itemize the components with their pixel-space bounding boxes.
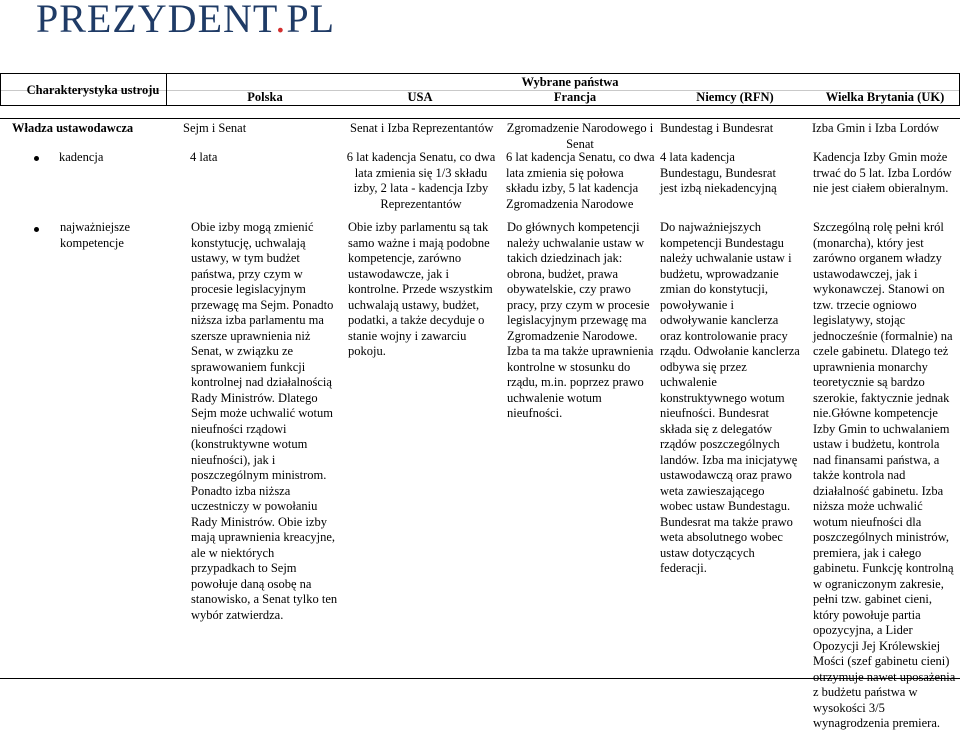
cell-wladza-usa: Senat i Izba Reprezentantów xyxy=(350,121,494,135)
header-country-usa: USA xyxy=(407,90,433,104)
header-country-uk: Wielka Brytania (UK) xyxy=(825,90,945,104)
bullet-icon xyxy=(34,156,39,161)
rule xyxy=(0,73,1,106)
logo-main: PREZYDENT xyxy=(36,0,276,41)
rule xyxy=(166,73,167,106)
rule xyxy=(0,105,960,106)
cell-wladza-francja: Zgromadzenie Narodowego i Senat xyxy=(506,121,654,151)
cell-kompetencje-francja: Do głównych kompetencji należy uchwalanie ustaw w takich dziedzinach jak: obrona, budżet, prawa obywatelskie, czy prawo pracy, przy czym w procesie legislacyjnym przewagę ma Zgromadzenie Narodowe. Izba ta ma także uprawnienia kontrolne w stosunku do rządu, m.in. poprzez prawo uchwalenie wotum nieufności. xyxy=(507,220,654,420)
cell-kompetencje-niemcy: Do najważniejszych kompetencji Bundestagu należy uchwalanie ustaw i budżetu, wprowadzanie zmian do konstytucji, powoływanie i odwoływanie kanclerza oraz kontrolowanie pracy rządu. Odwołanie kanclerza odbywa się przez uchwalenie konstruktywnego wotum nieufności. Bundesrat składa się z delegatów rządów poszczególnych landów. Izba ma inicjatywę ustawodawczą oraz prawo weta zawieszającego wobec ustaw Bundestagu. Bundesrat ma także prawo weta absolutnego wobec ustaw dotyczących federacji. xyxy=(660,220,800,575)
cell-kadencja-uk: Kadencja Izby Gmin może trwać do 5 lat. Izba Lordów nie jest ciałem obieralnym. xyxy=(813,150,952,195)
cell-kadencja-francja: 6 lat kadencja Senatu, co dwa lata zmienia się połowa składu izby, 5 lat kadencja Zgromadzenia Narodowe xyxy=(506,150,655,211)
cell-kompetencje-polska: Obie izby mogą zmienić konstytucję, uchwalają ustawy, w tym budżet państwa, przy czym w procesie legislacyjnym przewagę ma Sejm. Ponadto niższa izba parlamentu ma szersze uprawnienia niż Senat, w związku ze sprawowaniem funkcji kontrolnej nad działalnością Rady Ministrów. Dlatego Sejm może uchwalić wotum nieufności rządowi (konstruktywne wotum nieufności), jak i poszczególnym ministrom. Ponadto izba niższa uczestniczy w powołaniu Rady Ministrów. Obie izby mają uprawnienia kreacyjne, ale w niektórych przypadkach to Sejm powołuje daną osobę na stanowisko, a Senat tylko ten wybór zatwierdza. xyxy=(191,220,338,622)
header-country-niemcy: Niemcy (RFN) xyxy=(696,90,774,104)
row-label-kadencja: kadencja xyxy=(59,150,104,164)
header-wybrane-panstwa: Wybrane państwa xyxy=(521,75,619,89)
cell-kompetencje-uk: Szczególną rolę pełni król (monarcha), który jest zarówno organem władzy ustawodawczej, jak i wykonawczej. Stanowi on tzw. trzecie ogniowo legislatywy, stojąc jednocześnie (formalnie) na czele gabinetu. Dlatego też uprawnienia monarchy teoretycznie są bardzo szerokie, faktycznie jednak nie.Główne kompetencje Izby Gmin to uchwalaniem ustaw i budżetu, kontrola nad finansami państwa, a także kontrola nad działalność gabinetu. Izba niższa może uchwalić wotum nieufności dla poszczególnych ministrów, premiera, jak i całego gabinetu. Funkcję kontrolną w ograniczonym zakresie, pełni tzw. gabinet cieni, który powołuje partia opozycyjna, a Lider Opozycji Jej Królewskiej Mości (szef gabinetu cieni) otrzymuje nawet uposażenia z budżetu państwa w wysokości 3/5 wynagrodzenia premiera. xyxy=(813,220,956,730)
cell-wladza-uk: Izba Gmin i Izba Lordów xyxy=(812,121,940,135)
rule xyxy=(0,73,960,74)
header-charakterystyka: Charakterystyka ustroju xyxy=(26,83,160,97)
header-country-polska: Polska xyxy=(247,90,283,104)
cell-kompetencje-usa: Obie izby parlamentu są tak samo ważne i mają podobne kompetencje, zarówno ustawodawcze, jak i kontrolne. Przede wszystkim uchwalają ustawy, budżet, podatki, a także decyduje o stanie wojny i zawarciu pokoju. xyxy=(348,220,493,358)
logo-suffix: PL xyxy=(286,0,336,41)
rule xyxy=(0,118,960,119)
bullet-icon xyxy=(34,227,39,232)
row-label-wladza: Władza ustawodawcza xyxy=(12,121,134,135)
cell-wladza-polska: Sejm i Senat xyxy=(183,121,247,135)
logo-dot: . xyxy=(275,0,287,41)
cell-kadencja-niemcy: 4 lata kadencja Bundestagu, Bundesrat jest izbą niekadencyjną xyxy=(660,150,777,195)
header-country-francja: Francja xyxy=(553,90,597,104)
row-label-kompetencje: najważniejsze kompetencje xyxy=(60,220,131,250)
cell-wladza-niemcy: Bundestag i Bundesrat xyxy=(660,121,774,135)
cell-kadencja-polska: 4 lata xyxy=(190,150,218,164)
cell-kadencja-usa: 6 lat kadencja Senatu, co dwa lata zmienia się 1/3 składu izby, 2 lata - kadencja Izby Reprezentantów xyxy=(346,150,496,211)
